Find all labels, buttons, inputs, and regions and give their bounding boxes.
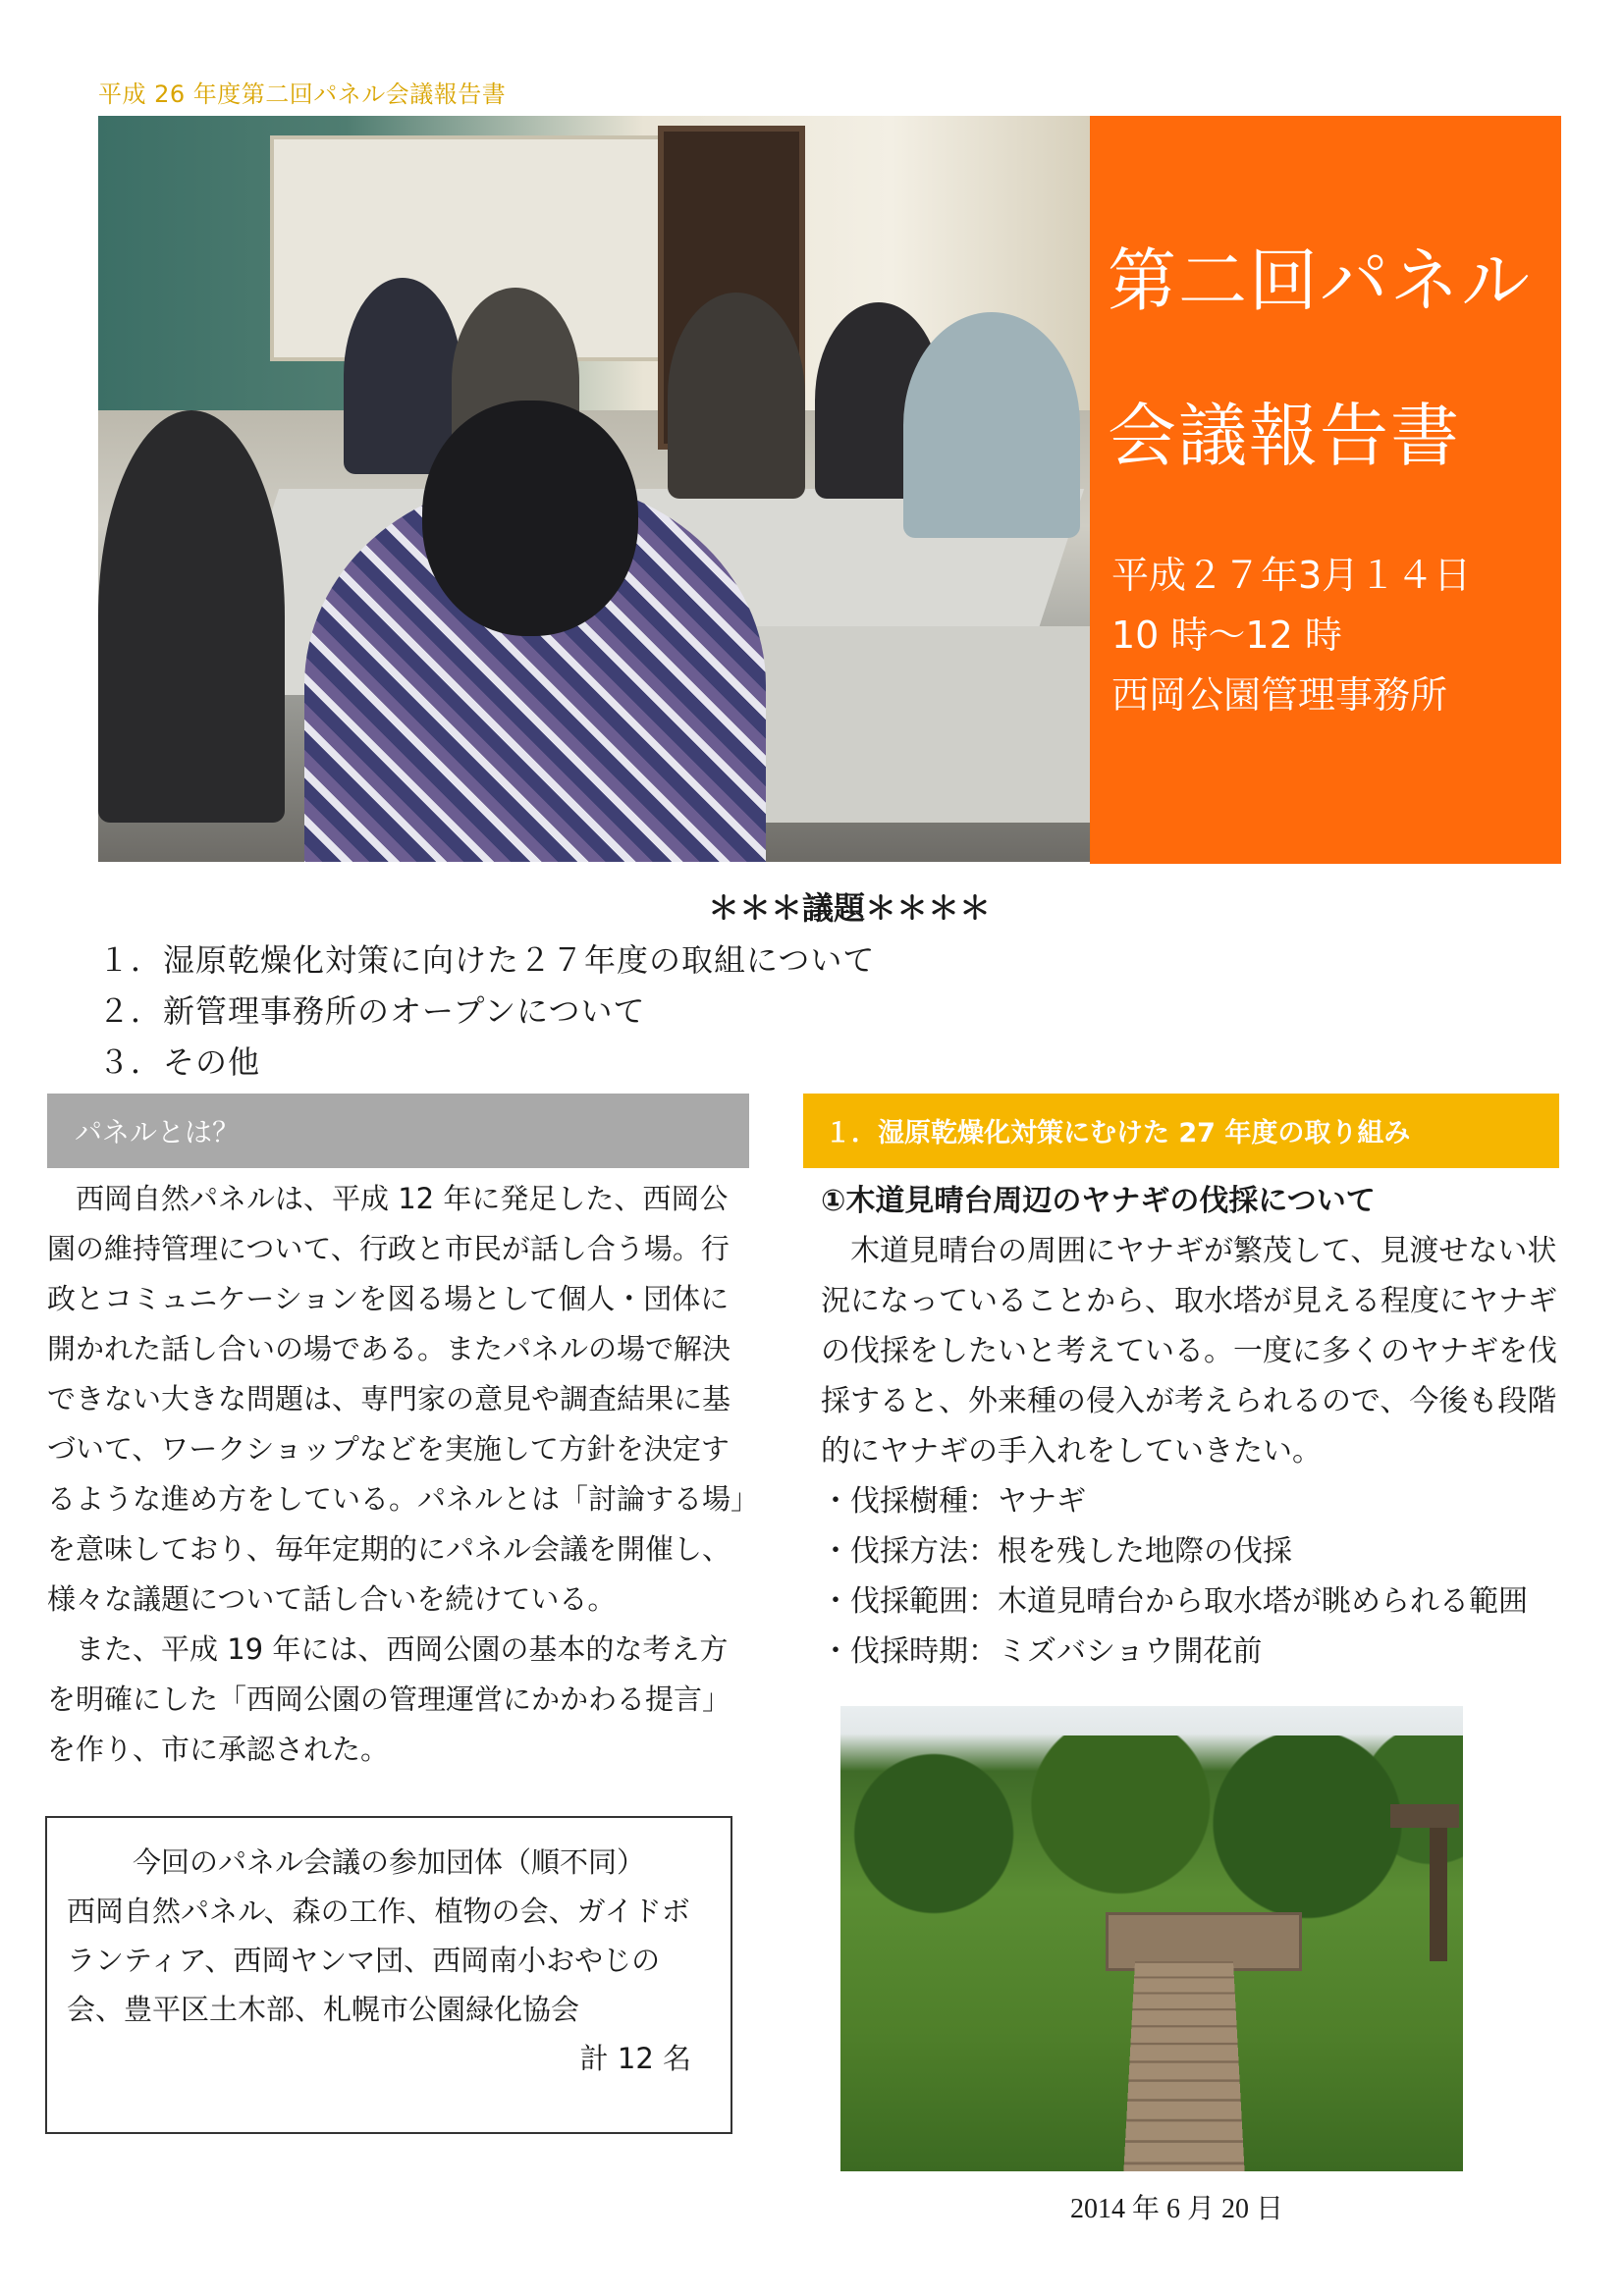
boardwalk-photo: [840, 1706, 1463, 2171]
agenda-heading: ＊＊＊議題＊＊＊＊: [707, 889, 991, 927]
bullet-item: ・伐採樹種：ヤナギ: [821, 1484, 1086, 1519]
photo-person-head: [422, 400, 638, 636]
photo-signpost: [1430, 1804, 1447, 1961]
panel-paragraph: また、平成 19 年には、西岡公園の基本的な考え方を明確にした「西岡公園の管理運営にかかわる提言」を作り、市に承認された。: [47, 1632, 731, 1766]
title-panel: [1090, 116, 1561, 864]
participants-title: 今回のパネル会議の参加団体（順不同）: [132, 1845, 645, 1879]
photo-person: [668, 293, 805, 499]
photo-caption-date: 2014 年 6 月 20 日: [1070, 2194, 1284, 2224]
panel-section-heading: パネルとは？: [47, 1094, 749, 1168]
section1-body: [821, 1176, 1567, 1677]
agenda-list: [98, 934, 1473, 1088]
title-line-2: 会議報告書: [1108, 396, 1461, 476]
bullet-item: ・伐採時期：ミズバショウ開花前: [821, 1634, 1263, 1669]
meeting-photo: [98, 116, 1090, 862]
participants-total: 計 12 名: [579, 2042, 691, 2075]
meeting-venue: 西岡公園管理事務所: [1111, 672, 1448, 717]
panel-paragraph: 西岡自然パネルは、平成 12 年に発足した、西岡公園の維持管理について、行政と市民が話し合う場。行政とコミュニケーションを図る場として個人・団体に開かれた話し合いの場である。またパネルの場で解決できない大きな問題は、専門家の意見や調査結果に基づいて、ワークショップなどを実施して方針を決定するような進め方をしている。パネルとは「討論する場」を意味しており、毎年定期的にパネル会議を開催し、様々な議題について話し合いを続けている。: [47, 1182, 745, 1616]
section1-heading: １．湿原乾燥化対策にむけた 27 年度の取り組み: [803, 1094, 1559, 1168]
photo-person: [903, 312, 1080, 538]
panel-section-body: [47, 1174, 749, 1775]
meeting-time: 10 時～12 時: [1111, 613, 1342, 657]
photo-boardwalk: [1119, 1961, 1250, 2171]
agenda-item: ３．その他: [98, 1043, 261, 1081]
agenda-item: ２．新管理事務所のオープンについて: [98, 992, 646, 1030]
bullet-item: ・伐採範囲：木道見晴台から取水塔が眺められる範囲: [821, 1584, 1528, 1619]
participants-box: [45, 1816, 732, 2134]
meeting-info: [1111, 546, 1471, 724]
meeting-date: 平成２７年3月１４日: [1111, 554, 1472, 597]
title-line-1: 第二回パネル: [1108, 240, 1532, 321]
participants-list: 西岡自然パネル、森の工作、植物の会、ガイドボランティア、西岡ヤンマ団、西岡南小おやじの会、豊平区土木部、札幌市公園緑化協会: [67, 1895, 690, 2026]
section1-bullets: [821, 1476, 1567, 1677]
section1-subheading: ①木道見晴台周辺のヤナギの伐採について: [821, 1184, 1376, 1218]
bullet-item: ・伐採方法：根を残した地際の伐採: [821, 1534, 1292, 1569]
agenda: [98, 883, 1473, 1088]
photo-person: [98, 410, 285, 823]
section1-paragraph: 木道見晴台の周囲にヤナギが繁茂して、見渡せない状況になっていることから、取水塔が見える程度にヤナギの伐採をしたいと考えている。一度に多くのヤナギを伐採すると、外来種の侵入が考えられるので、今後も段階的にヤナギの手入れをしていきたい。: [821, 1234, 1557, 1468]
report-header-note: 平成 26 年度第二回パネル会議報告書: [98, 80, 507, 108]
agenda-item: １．湿原乾燥化対策に向けた２７年度の取組について: [98, 941, 876, 979]
photo-trees: [840, 1735, 1463, 1932]
